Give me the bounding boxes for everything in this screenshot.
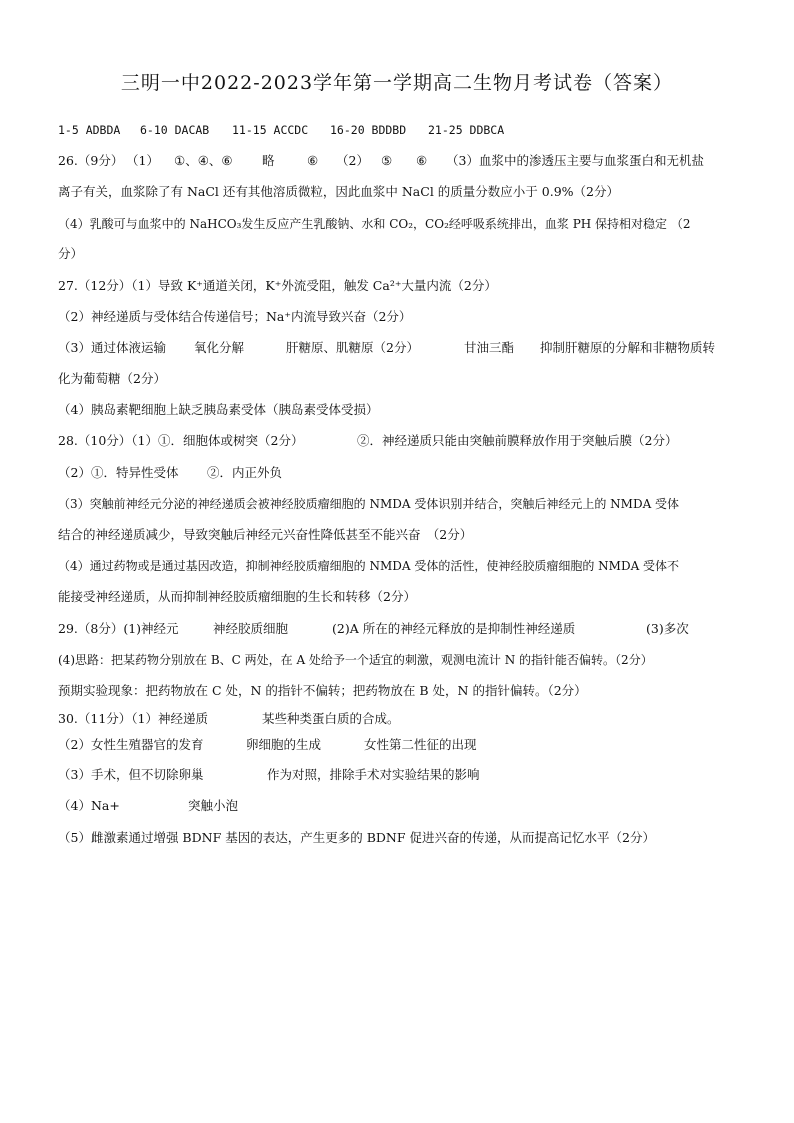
q27-line3-d: 甘油三酯 — [464, 340, 515, 355]
q27-line3-c: 肝糖原、肌糖原（2分） — [286, 340, 419, 355]
q29-line3: 预期实验现象：把药物放在 C 处，N 的指针不偏转；把药物放在 B 处，N 的指针偏转。（2分） — [58, 683, 587, 698]
q30-line4-b: 突触小泡 — [188, 798, 239, 813]
q26-part3-cont: 离子有关，血浆除了有 NaCl 还有其他溶质微粒，因此血浆中 NaCl 的质量分数应小于 0.9%（2分） — [58, 184, 619, 199]
q28-line1-b: ②．神经递质只能由突触前膜释放作用于突触后膜（2分） — [357, 433, 678, 448]
q29-line1-b: 神经胶质细胞 — [213, 621, 289, 636]
q27-line4: （4）胰岛素靶细胞上缺乏胰岛素受体（胰岛素受体受损） — [58, 402, 379, 417]
mc-group-4: 16-20 BDDBD — [330, 123, 407, 137]
q28-line3: （3）突触前神经元分泌的神经递质会被神经胶质瘤细胞的 NMDA 受体识别并结合，突触后神经元上的 NMDA 受体 — [58, 497, 680, 511]
q27-line3-a: （3）通过体液运输 — [58, 340, 166, 355]
q30-line2-a: （2）女性生殖器官的发育 — [58, 737, 204, 752]
q28-line4-cont: 能接受神经递质，从而抑制神经胶质瘤细胞的生长和转移（2分） — [58, 589, 416, 604]
q26-part1-ans-b: 略 — [262, 153, 275, 168]
q27-line3-e: 抑制肝糖原的分解和非糖物质转 — [540, 340, 716, 355]
q26-head: 26.（9分） — [58, 153, 124, 168]
page-title: 三明一中2022-2023学年第一学期高二生物月考试卷（答案） — [120, 72, 674, 94]
q26-part4-cont: 分） — [58, 246, 84, 261]
q26-part2: （2） — [336, 153, 369, 168]
q26-part2-ans-a: ⑤ — [381, 153, 393, 168]
q30-line1-a: 30.（11分）（1）神经递质 — [58, 711, 208, 726]
q30-line2-b: 卵细胞的生成 — [246, 737, 322, 752]
q28-line2-b: ②．内正外负 — [207, 465, 283, 480]
q30-line3-a: （3）手术，但不切除卵巢 — [58, 767, 204, 782]
q30-line5: （5）雌激素通过增强 BDNF 基因的表达，产生更多的 BDNF 促进兴奋的传递，从而提高记忆水平（2分） — [58, 830, 655, 845]
q29-line2: (4)思路：把某药物分别放在 B、C 两处，在 A 处给予一个适宜的刺激，观测电流计 N 的指针能否偏转。（2分） — [58, 653, 653, 667]
q26-part3: （3）血浆中的渗透压主要与血浆蛋白和无机盐 — [446, 153, 704, 168]
q29-line1-a: 29.（8分）(1)神经元 — [58, 621, 179, 636]
q26-part1: （1） — [126, 153, 159, 168]
q27-line3-b: 氧化分解 — [194, 340, 245, 355]
q26-part1-ans-c: ⑥ — [307, 153, 319, 168]
mc-group-3: 11-15 ACCDC — [232, 123, 309, 137]
mc-group-1: 1-5 ADBDA — [58, 123, 121, 137]
q27-line2: （2）神经递质与受体结合传递信号；Na⁺内流导致兴奋（2分） — [58, 309, 412, 324]
mc-group-2: 6-10 DACAB — [140, 123, 210, 137]
q28-line2-a: （2）①．特异性受体 — [58, 465, 179, 480]
q26-part4: （4）乳酸可与血浆中的 NaHCO₃发生反应产生乳酸钠、水和 CO₂，CO₂经呼吸系统排出，血浆 PH 保持相对稳定 （2 — [58, 217, 691, 231]
q28-line1-a: 28.（10分）（1）①．细胞体或树突（2分） — [58, 433, 304, 448]
q26-part1-ans-a: ①、④、⑥ — [174, 153, 233, 168]
q29-line1-c: (2)A 所在的神经元释放的是抑制性神经递质 — [332, 621, 576, 636]
q27-line1: 27.（12分）（1）导致 K⁺通道关闭，K⁺外流受阻，触发 Ca²⁺大量内流（2分） — [58, 278, 497, 293]
q30-line4-a: （4）Na+ — [58, 798, 120, 813]
mc-group-5: 21-25 DDBCA — [428, 123, 505, 137]
q28-line4: （4）通过药物或是通过基因改造，抑制神经胶质瘤细胞的 NMDA 受体的活性，使神经胶质瘤细胞的 NMDA 受体不 — [58, 559, 680, 573]
q30-line3-b: 作为对照，排除手术对实验结果的影响 — [267, 767, 480, 782]
q30-line2-c: 女性第二性征的出现 — [364, 737, 477, 752]
q26-part2-ans-b: ⑥ — [416, 153, 428, 168]
q27-line3-f: 化为葡萄糖（2分） — [58, 371, 166, 386]
q29-line1-d: (3)多次 — [646, 621, 689, 636]
q30-line1-b: 某些种类蛋白质的合成。 — [262, 711, 400, 726]
q28-line3-cont: 结合的神经递质减少，导致突触后神经元兴奋性降低甚至不能兴奋 （2分） — [58, 527, 473, 542]
